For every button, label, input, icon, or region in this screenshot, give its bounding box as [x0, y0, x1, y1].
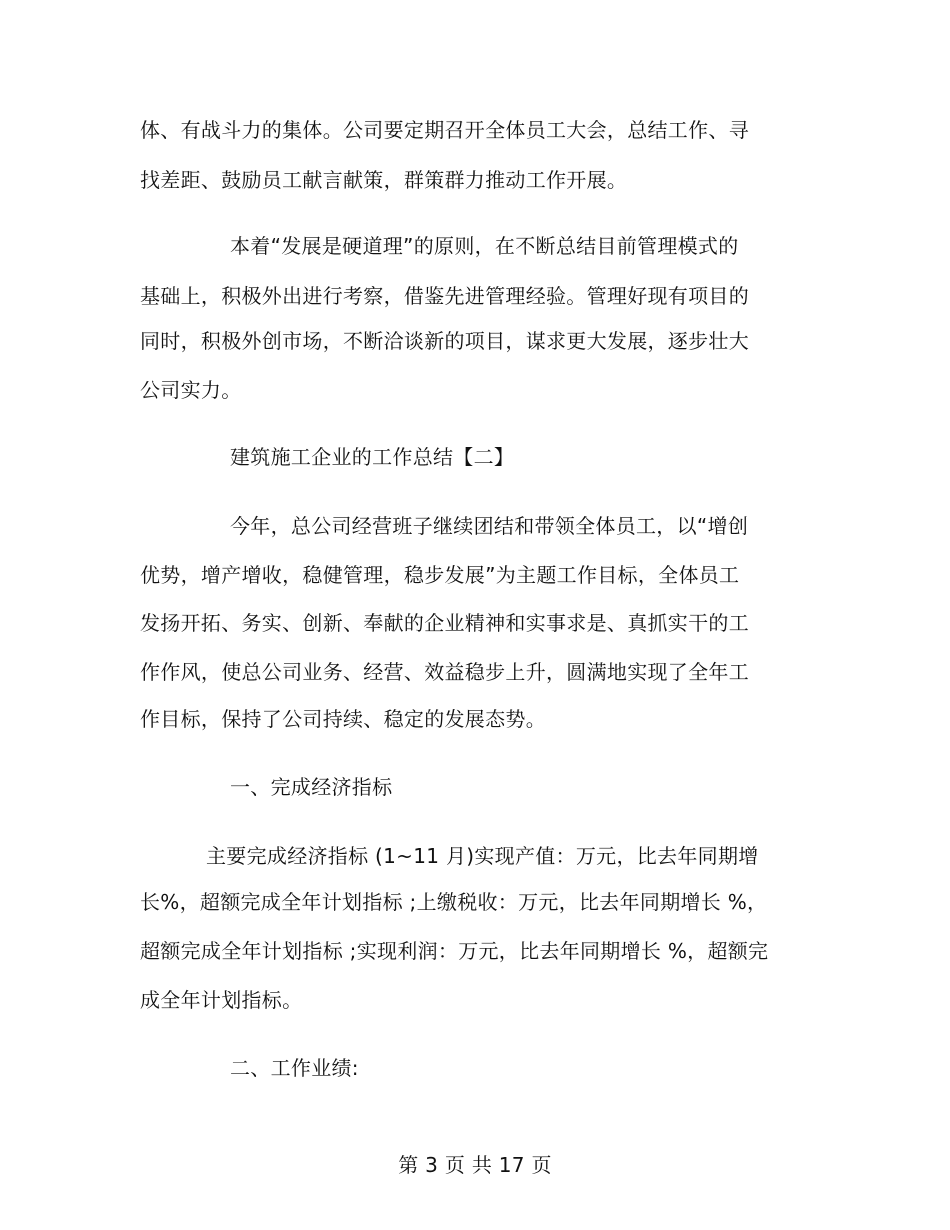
paragraph-line: 体、有战斗力的集体。公司要定期召开全体员工大会，总结工作、寻 [140, 118, 749, 142]
paragraph-line: 基础上，积极外出进行考察，借鉴先进管理经验。管理好现有项目的 [140, 284, 749, 308]
paragraph-line: 找差距、鼓励员工献言献策，群策群力推动工作开展。 [140, 168, 628, 192]
paragraph-line: 长%，超额完成全年计划指标 ;上缴税收：万元，比去年同期增长 %， [140, 890, 768, 914]
paragraph-line: 同时，积极外创市场，不断洽谈新的项目，谋求更大发展，逐步壮大 [140, 329, 749, 353]
paragraph-line: 今年，总公司经营班子继续团结和带领全体员工，以“增创 [230, 514, 749, 538]
section-heading: 建筑施工企业的工作总结【二】 [230, 445, 515, 469]
paragraph-line: 成全年计划指标。 [140, 988, 303, 1012]
paragraph-line: 作作风，使总公司业务、经营、效益稳步上升，圆满地实现了全年工 [140, 660, 749, 684]
paragraph-line: 公司实力。 [140, 378, 242, 402]
page-number-footer: 第 3 页 共 17 页 [398, 1153, 552, 1177]
paragraph-line: 超额完成全年计划指标 ;实现利润：万元，比去年同期增长 %，超额完 [140, 939, 769, 963]
section-heading: 一、完成经济指标 [230, 775, 393, 799]
paragraph-line: 优势，增产增收，稳健管理，稳步发展”为主题工作目标，全体员工 [140, 563, 740, 587]
paragraph-line: 主要完成经济指标 (1~11 月)实现产值：万元，比去年同期增 [206, 844, 759, 868]
paragraph-line: 发扬开拓、务实、创新、奉献的企业精神和实事求是、真抓实干的工 [140, 611, 749, 635]
paragraph-line: 本着“发展是硬道理”的原则，在不断总结目前管理模式的 [230, 234, 739, 258]
section-heading: 二、工作业绩: [230, 1056, 359, 1080]
paragraph-line: 作目标，保持了公司持续、稳定的发展态势。 [140, 707, 546, 731]
